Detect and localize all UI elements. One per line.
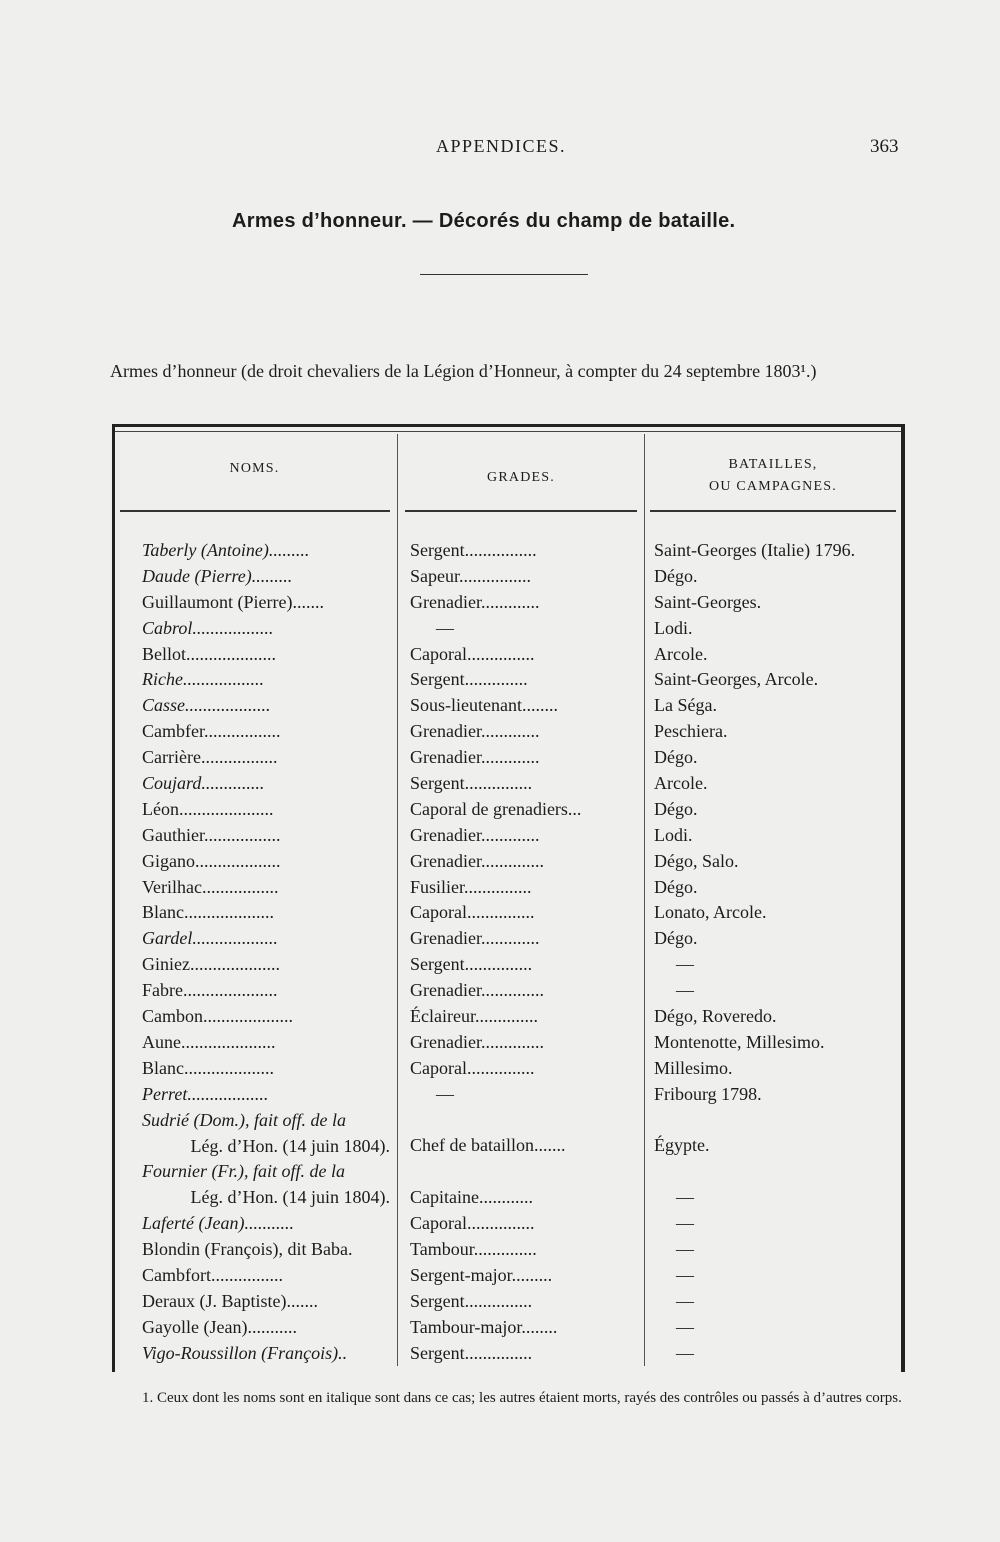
name-cell <box>142 1056 390 1082</box>
grade-cell: — <box>436 1083 454 1104</box>
name-cell <box>142 926 390 952</box>
name-cell <box>142 823 390 849</box>
table-row <box>0 797 1000 823</box>
grade-cell: Sergent................ <box>410 540 537 560</box>
table-row <box>0 719 1000 745</box>
table-row <box>0 978 1000 1004</box>
name-text: Gauthier................. <box>142 824 281 845</box>
battle-cell: Dégo. <box>654 798 698 819</box>
grade-cell: Tambour.............. <box>410 1239 537 1260</box>
grade-cell: Grenadier............. <box>410 824 540 845</box>
name-text: Taberly (Antoine)......... <box>142 540 310 560</box>
name-cell <box>142 900 390 926</box>
battle-cell: Dégo. <box>654 876 698 897</box>
name-text: Blanc.................... <box>142 902 274 923</box>
grade-cell: Grenadier............. <box>410 747 540 768</box>
name-text: Blanc.................... <box>142 1057 274 1078</box>
battle-cell: — <box>676 980 694 1001</box>
battle-cell: — <box>676 1213 694 1234</box>
name-cell <box>142 1341 390 1367</box>
battle-cell: Saint-Georges (Italie) 1796. <box>654 540 856 560</box>
name-text: Gardel................... <box>142 928 278 949</box>
name-cell <box>142 693 390 719</box>
table-row <box>0 875 1000 901</box>
grade-cell: Sergent............... <box>410 954 533 975</box>
name-text: Guillaumont (Pierre)....... <box>142 591 324 612</box>
table-row <box>0 1211 1000 1237</box>
table-row <box>0 926 1000 952</box>
name-text: Perret.................. <box>142 1083 269 1104</box>
grade-cell: Éclaireur.............. <box>410 1006 538 1027</box>
table-row <box>0 1159 1000 1211</box>
name-text: Gigano................... <box>142 850 281 871</box>
column-header-batailles-line2: OU CAMPAGNES. <box>709 479 837 494</box>
grade-cell: Tambour-major........ <box>410 1316 558 1337</box>
battle-cell: — <box>676 1342 694 1363</box>
battle-cell: — <box>676 1316 694 1337</box>
battle-cell: — <box>676 1264 694 1285</box>
name-text: Laferté (Jean)........... <box>142 1213 294 1234</box>
name-text: Cambfort................ <box>142 1264 283 1285</box>
name-text-continued: Lég. d’Hon. (14 juin 1804). <box>190 1187 390 1208</box>
table-row <box>0 538 1000 564</box>
table-row <box>0 771 1000 797</box>
name-cell <box>142 1237 390 1263</box>
name-text: Bellot.................... <box>142 643 276 664</box>
name-cell <box>142 538 390 564</box>
grade-cell: Caporal............... <box>410 1213 535 1234</box>
page-number: 363 <box>870 136 899 157</box>
name-cell <box>142 1263 390 1289</box>
battle-cell: Arcole. <box>654 773 708 794</box>
table-row <box>0 1030 1000 1056</box>
name-text: Cabrol.................. <box>142 617 274 638</box>
table-row <box>0 1082 1000 1108</box>
name-text: Riche.................. <box>142 669 264 690</box>
grade-cell: Grenadier............. <box>410 591 540 612</box>
grade-cell: Grenadier.............. <box>410 980 544 1001</box>
name-cell <box>142 1082 390 1108</box>
header-rule <box>120 510 390 512</box>
name-cell <box>142 642 390 668</box>
grade-cell: Grenadier.............. <box>410 850 544 871</box>
column-header-batailles <box>644 454 902 498</box>
grade-cell: Sous-lieutenant........ <box>410 695 558 716</box>
grade-cell: Sergent-major......... <box>410 1264 553 1285</box>
table-row <box>0 1289 1000 1315</box>
name-text: Sudrié (Dom.), fait off. de la <box>142 1109 346 1130</box>
column-header-batailles-line1: BATAILLES, <box>728 457 818 472</box>
battle-cell: Peschiera. <box>654 721 728 742</box>
battle-cell: Lodi. <box>654 824 693 845</box>
grade-cell: Caporal............... <box>410 1057 535 1078</box>
table-row <box>0 849 1000 875</box>
table-row <box>0 1237 1000 1263</box>
grade-cell: Sergent.............. <box>410 669 528 690</box>
table-row <box>0 616 1000 642</box>
grade-cell: Caporal............... <box>410 643 535 664</box>
name-text: Daude (Pierre)......... <box>142 565 293 586</box>
grade-cell: Fusilier............... <box>410 876 532 897</box>
name-text: Verilhac................. <box>142 876 279 897</box>
table-row <box>0 1056 1000 1082</box>
table-row <box>0 823 1000 849</box>
name-cell <box>142 1159 390 1211</box>
name-text: Gayolle (Jean)........... <box>142 1316 297 1337</box>
table-row <box>0 952 1000 978</box>
battle-cell: — <box>676 1290 694 1311</box>
footnote <box>112 1388 912 1408</box>
name-text: Coujard.............. <box>142 773 265 794</box>
name-cell <box>142 590 390 616</box>
name-text-continued: Lég. d’Hon. (14 juin 1804). <box>190 1135 390 1156</box>
name-text: Carrière................. <box>142 747 278 768</box>
grade-cell: Grenadier.............. <box>410 1031 544 1052</box>
table-row <box>0 1315 1000 1341</box>
name-text: Cambon.................... <box>142 1006 293 1027</box>
name-cell <box>142 1289 390 1315</box>
battle-cell: Fribourg 1798. <box>654 1083 762 1104</box>
column-header-noms: NOMS. <box>229 461 280 476</box>
battle-cell: Dégo, Salo. <box>654 850 739 871</box>
grade-cell: Sergent............... <box>410 1290 533 1311</box>
battle-cell: — <box>676 1239 694 1260</box>
name-cell <box>142 719 390 745</box>
name-cell <box>142 875 390 901</box>
table-border-top-inner <box>112 431 902 432</box>
table-row <box>0 693 1000 719</box>
header-rule <box>405 510 637 512</box>
battle-cell: La Séga. <box>654 695 717 716</box>
table-row <box>0 900 1000 926</box>
table-row <box>0 590 1000 616</box>
name-text: Aune..................... <box>142 1031 276 1052</box>
name-text: Vigo-Roussillon (François).. <box>142 1342 348 1363</box>
battle-cell: — <box>676 1187 694 1208</box>
intro-line: Armes d’honneur (de droit chevaliers de la Légion d’Honneur, à compter du 24 septembre 1803¹.) <box>110 361 817 381</box>
name-cell <box>142 745 390 771</box>
battle-cell: Dégo, Roveredo. <box>654 1006 777 1027</box>
grade-cell: Sergent............... <box>410 1342 533 1363</box>
table-row <box>0 1341 1000 1367</box>
table-row <box>0 1263 1000 1289</box>
battle-cell: — <box>676 954 694 975</box>
grade-cell: Sergent............... <box>410 773 533 794</box>
footnote-number: 1. <box>142 1390 154 1406</box>
name-text: Fabre..................... <box>142 980 278 1001</box>
battle-cell: Montenotte, Millesimo. <box>654 1031 825 1052</box>
name-text: Casse................... <box>142 695 271 716</box>
battle-cell: Lonato, Arcole. <box>654 902 767 923</box>
grade-cell: Grenadier............. <box>410 721 540 742</box>
name-cell <box>142 1211 390 1237</box>
table-row <box>0 667 1000 693</box>
name-text: Cambfer................. <box>142 721 281 742</box>
name-text: Giniez.................... <box>142 954 280 975</box>
name-cell <box>142 616 390 642</box>
name-cell <box>142 1004 390 1030</box>
battle-cell: Millesimo. <box>654 1057 733 1078</box>
name-text: Blondin (François), dit Baba. <box>142 1239 353 1260</box>
name-cell <box>142 849 390 875</box>
table-row <box>0 1004 1000 1030</box>
section-title: Armes d’honneur. — Décorés du champ de bataille. <box>232 210 736 232</box>
battle-cell: Saint-Georges, Arcole. <box>654 669 819 690</box>
name-cell <box>142 797 390 823</box>
battle-cell: Saint-Georges. <box>654 591 762 612</box>
column-header-grades: GRADES. <box>487 470 555 485</box>
grade-cell: Caporal............... <box>410 902 535 923</box>
grade-cell: Capitaine............ <box>410 1187 533 1208</box>
grade-cell: Chef de bataillon....... <box>410 1135 566 1156</box>
table-row <box>0 564 1000 590</box>
name-cell <box>142 667 390 693</box>
running-head <box>0 136 1000 166</box>
battle-cell: Dégo. <box>654 565 698 586</box>
name-cell <box>142 771 390 797</box>
header-rule <box>650 510 896 512</box>
grade-cell: Grenadier............. <box>410 928 540 949</box>
battle-cell: Dégo. <box>654 928 698 949</box>
footnote-text: Ceux dont les noms sont en italique sont dans ce cas; les autres étaient morts, rayés des contrôles ou passés à d’autres corps. <box>157 1390 902 1406</box>
name-cell <box>142 978 390 1004</box>
battle-cell: Dégo. <box>654 747 698 768</box>
running-title: APPENDICES. <box>436 136 567 156</box>
table-row <box>0 1108 1000 1160</box>
grade-cell: Caporal de grenadiers... <box>410 798 582 819</box>
name-cell <box>142 1315 390 1341</box>
title-rule <box>420 274 588 275</box>
battle-cell: Lodi. <box>654 617 693 638</box>
name-cell <box>142 564 390 590</box>
table-body <box>0 538 1000 1367</box>
name-cell <box>142 952 390 978</box>
battle-cell: Arcole. <box>654 643 708 664</box>
grade-cell: — <box>436 617 454 638</box>
name-cell <box>142 1030 390 1056</box>
name-text: Deraux (J. Baptiste)....... <box>142 1290 318 1311</box>
table-row <box>0 745 1000 771</box>
name-text: Fournier (Fr.), fait off. de la <box>142 1161 345 1182</box>
battle-cell: Égypte. <box>654 1135 710 1156</box>
table-border-top <box>112 424 902 427</box>
name-text: Léon..................... <box>142 798 274 819</box>
grade-cell: Sapeur................ <box>410 565 531 586</box>
table-row <box>0 642 1000 668</box>
name-cell <box>142 1108 390 1160</box>
